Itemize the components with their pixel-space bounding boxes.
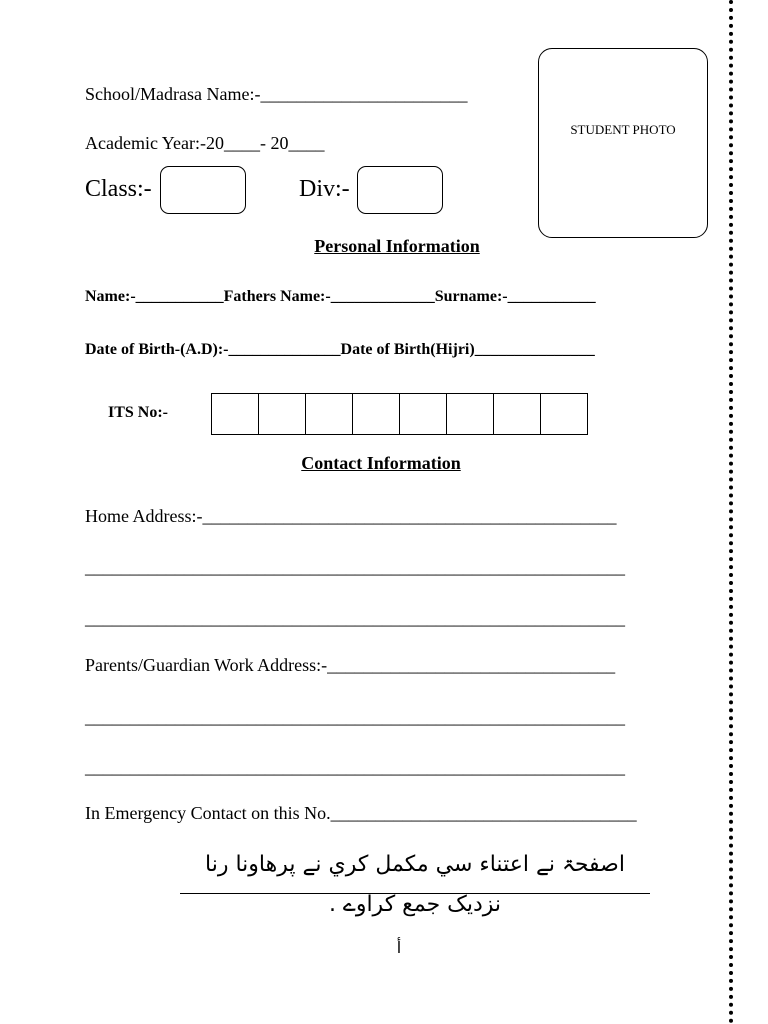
date-of-birth-line[interactable]: Date of Birth-(A.D):-______________Date of Birth(Hijri)_______________	[85, 341, 595, 358]
school-name-field[interactable]: School/Madrasa Name:-_______________________	[85, 84, 468, 104]
student-photo-box[interactable]	[538, 48, 708, 238]
home-address-line-2[interactable]: ____________________________________________________________	[85, 557, 625, 577]
parents-address-line-3[interactable]: ____________________________________________________________	[85, 757, 625, 777]
emergency-contact-field[interactable]: In Emergency Contact on this No.__________________________________	[85, 803, 637, 823]
class-input-box[interactable]	[160, 166, 246, 214]
home-address-field[interactable]: Home Address:-______________________________________________	[85, 506, 617, 526]
div-label: Div:-	[299, 176, 350, 202]
its-digit-box[interactable]	[306, 393, 353, 435]
parents-address-line-2[interactable]: ____________________________________________________________	[85, 707, 625, 727]
its-digit-box[interactable]	[400, 393, 447, 435]
class-label: Class:-	[85, 176, 152, 202]
name-fields-line[interactable]: Name:-___________Fathers Name:-_____________Surname:-___________	[85, 288, 596, 305]
student-photo-label: STUDENT PHOTO	[570, 122, 676, 137]
academic-year-field[interactable]: Academic Year:-20____- 20____	[85, 133, 325, 153]
div-input-box[interactable]	[357, 166, 443, 214]
page-edge-dotted-border	[729, 0, 733, 1024]
personal-information-heading: Personal Information	[314, 236, 480, 256]
its-number-grid[interactable]	[211, 393, 588, 435]
its-digit-box[interactable]	[494, 393, 541, 435]
its-digit-box[interactable]	[541, 393, 588, 435]
its-digit-box[interactable]	[259, 393, 306, 435]
home-address-line-3[interactable]: ____________________________________________________________	[85, 608, 625, 628]
urdu-instruction-note: اصفحۃ نے اعتناء سي مکمل کري نے پرھاونا رنا نزديک جمع کراوے .	[180, 845, 650, 894]
parents-work-address-field[interactable]: Parents/Guardian Work Address:-________________________________	[85, 655, 616, 675]
its-digit-box[interactable]	[447, 393, 494, 435]
its-digit-box[interactable]	[353, 393, 400, 435]
its-digit-box[interactable]	[212, 393, 259, 435]
its-number-label: ITS No:-	[108, 404, 169, 421]
page-number: أ	[396, 938, 402, 957]
contact-information-heading: Contact Information	[301, 453, 461, 473]
